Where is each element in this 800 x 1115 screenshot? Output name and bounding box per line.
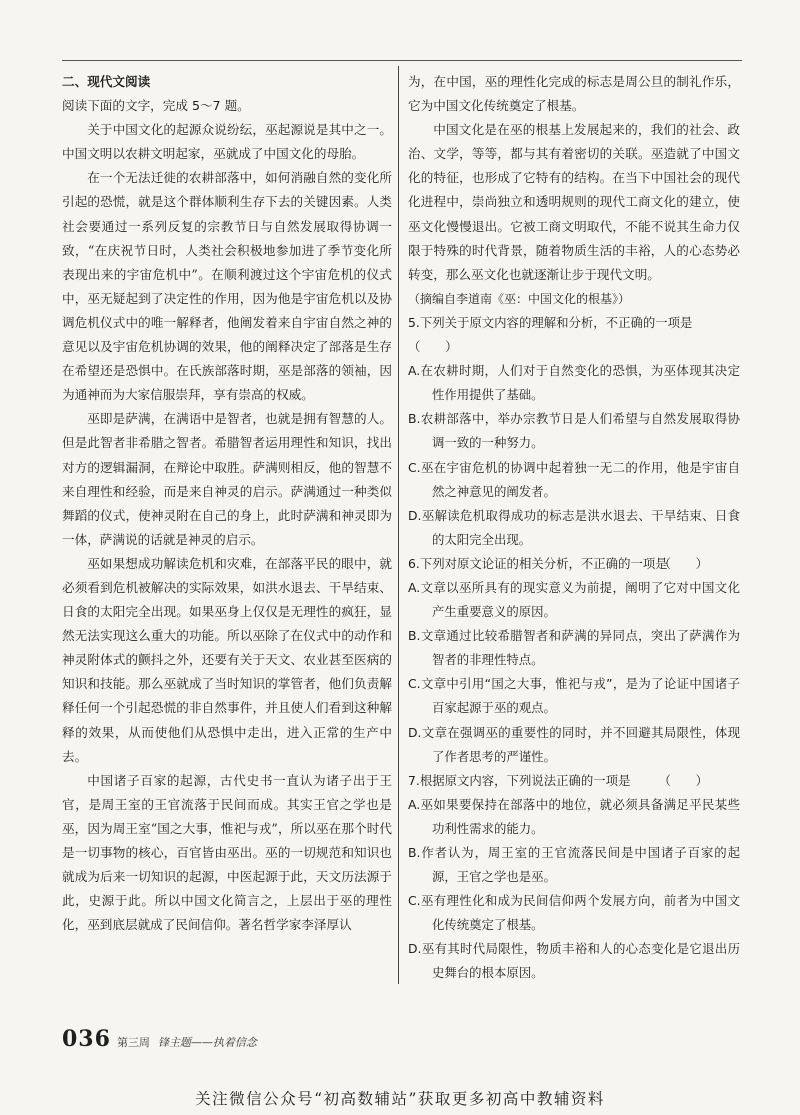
watermark-text: 关注微信公众号“初高数辅站”获取更多初高中教辅资料 xyxy=(195,1090,605,1108)
question-6 xyxy=(408,552,740,769)
question-7 xyxy=(408,769,740,986)
question-stem xyxy=(408,769,740,793)
passage-paragraph: 中国诸子百家的起源，古代史书一直认为诸子出于王官，是周王室的王官流落于民间而成。其实王官之学也是巫，因为周王室“国之大事，惟祀与戎”，所以巫在那个时代是一切事物的核心，百官皆由巫出。巫的一切规范和知识也就成为后来一切知识的起源，中医起源于此，天文历法源于此，史源于此。所以中国文化简言之，上层出于巫的理性化，巫到底层就成了民间信仰。著名哲学家李泽厚认 xyxy=(62,772,392,933)
column-divider xyxy=(398,66,399,984)
passage-paragraph-continued: 为，在中国，巫的理性化完成的标志是周公旦的制礼作乐，它为中国文化传统奠定了根基。 xyxy=(408,74,740,114)
source-citation: （摘编自李道南《巫：中国文化的根基》） xyxy=(408,291,631,306)
question-stem xyxy=(408,552,740,576)
theme-label: 锋主题——执着信念 xyxy=(157,1036,257,1049)
option-a: A.文章以巫所具有的现实意义为前提，阐明了它对中国文化产生重要意义的原因。 xyxy=(408,579,740,620)
right-column xyxy=(408,70,740,986)
option-d: D.巫有其时代局限性，物质丰裕和人的心态变化是它退出历史舞台的根本原因。 xyxy=(408,941,740,981)
question-stem-text: 7.根据原文内容，下列说法正确的一项是 xyxy=(408,772,631,788)
option-c: C.巫在宇宙危机的协调中起着独一无二的作用，他是宇宙自然之神意见的阐发者。 xyxy=(408,459,740,499)
passage-paragraph: 在一个无法迁徙的农耕部落中，如何消融自然的变化所引起的恐慌，就是这个群体顺利生存下去的关键因素。人类社会要通过一系列反复的宗教节日与自然发展取得协调一致，“在庆祝节日时，人类社会积极地参加进了季节变化所表现出来的宇宙危机中”。在顺利渡过这个宇宙危机的仪式中，巫无疑起到了决定性的作用，因为他是宇宙危机以及协调危机仪式中的唯一解释者，他阐发着来自宇宙自然之神的意见以及宇宙危机协调的效果，他的阐释决定了部落是生存在希望还是恐惧中。在氏族部落时期，巫是部落的领袖，因为通神而为大家信服崇拜，享有崇高的权威。 xyxy=(62,170,392,403)
answer-bracket: （ ） xyxy=(658,772,708,788)
option-d: D.巫解读危机取得成功的标志是洪水退去、干旱结束、日食的太阳完全出现。 xyxy=(408,507,740,547)
passage-paragraph: 巫即是萨满，在满语中是智者，也就是拥有智慧的人。但是此智者非希腊之智者。希腊智者运用理性和知识，找出对方的逻辑漏洞，在辩论中取胜。萨满则相反，他的智慧不来自理性和经验，而是来自神灵的启示。萨满通过一种类似舞蹈的仪式，使神灵附在自己的身上，此时萨满和神灵即为一体，萨满说的话就是神灵的启示。 xyxy=(62,411,392,547)
option-a: A.在农耕时期，人们对于自然变化的恐惧，为巫体现其决定性作用提供了基础。 xyxy=(408,363,740,403)
answer-bracket: （ ） xyxy=(408,339,458,355)
page-footer xyxy=(62,1026,257,1052)
question-stem-text: 6.下列对原文论证的相关分析，不正确的一项是 xyxy=(408,555,668,571)
option-c: C.巫有理性化和成为民间信仰两个发展方向，前者为中国文化传统奠定了根基。 xyxy=(408,893,740,933)
passage-paragraph: 中国文化是在巫的根基上发展起来的，我们的社会、政治、文学，等等，都与其有着密切的关联。巫造就了中国文化的特征，也形成了它特有的结构。在当下中国社会的现代化进程中，崇尚独立和透明规则的现代工商文化的建立，使巫文化慢慢退出。它被工商文明取代，不能不说其生命力仅限于特殊的时代背景，随着物质生活的丰裕，人的心态势必转变，那么巫文化也就逐渐让步于现代文明。 xyxy=(408,122,740,282)
option-b: B.农耕部落中，举办宗教节日是人们希望与自然发展取得协调一致的一种努力。 xyxy=(408,411,740,451)
left-column xyxy=(62,70,392,937)
week-label: 第三周 xyxy=(116,1036,150,1049)
top-rule xyxy=(62,60,742,61)
option-a: A.巫如果要保持在部落中的地位，就必须具备满足平民某些功利性需求的能力。 xyxy=(408,796,740,836)
question-5 xyxy=(408,311,740,552)
passage-paragraph: 关于中国文化的起源众说纷纭，巫起源说是其中之一。中国文明以农耕文明起家，巫就成了中国文化的母胎。 xyxy=(62,122,392,162)
answer-bracket: （ ） xyxy=(658,555,708,571)
passage-paragraph: 巫如果想成功解读危机和灾难，在部落平民的眼中，就必须看到危机被解决的实际效果，如洪水退去、干旱结束、日食的太阳完全出现。如果巫身上仅仅是无理性的疯狂，显然无法实现这么重大的功能。所以巫除了在仪式中的动作和神灵附体式的颤抖之外，还要有关于天文、农业甚至医病的知识和技能。那么巫就成了当时知识的掌管者，他们负责解释任何一个引起恐慌的非自然事件，并且使人们看到这种解释的效果，从而使他们从恐惧中走出，进入正常的生产中去。 xyxy=(62,555,392,764)
page-number: 036 xyxy=(62,1026,111,1052)
question-stem: 5.下列关于原文内容的理解和分析，不正确的一项是 xyxy=(408,314,693,330)
section-title: 二、现代文阅读 xyxy=(62,74,151,89)
instruction-text: 阅读下面的文字，完成 5～7 题。 xyxy=(62,98,250,114)
option-b: B.文章通过比较希腊智者和萨满的异同点，突出了萨满作为智者的非理性特点。 xyxy=(408,628,740,668)
option-d: D.文章在强调巫的重要性的同时，并不回避其局限性，体现了作者思考的严谨性。 xyxy=(408,724,740,764)
option-c: C.文章中引用“国之大事，惟祀与戎”，是为了论证中国诸子百家起源于巫的观点。 xyxy=(408,676,740,716)
option-b: B.作者认为，周王室的王官流落民间是中国诸子百家的起源，王官之学也是巫。 xyxy=(408,845,740,885)
